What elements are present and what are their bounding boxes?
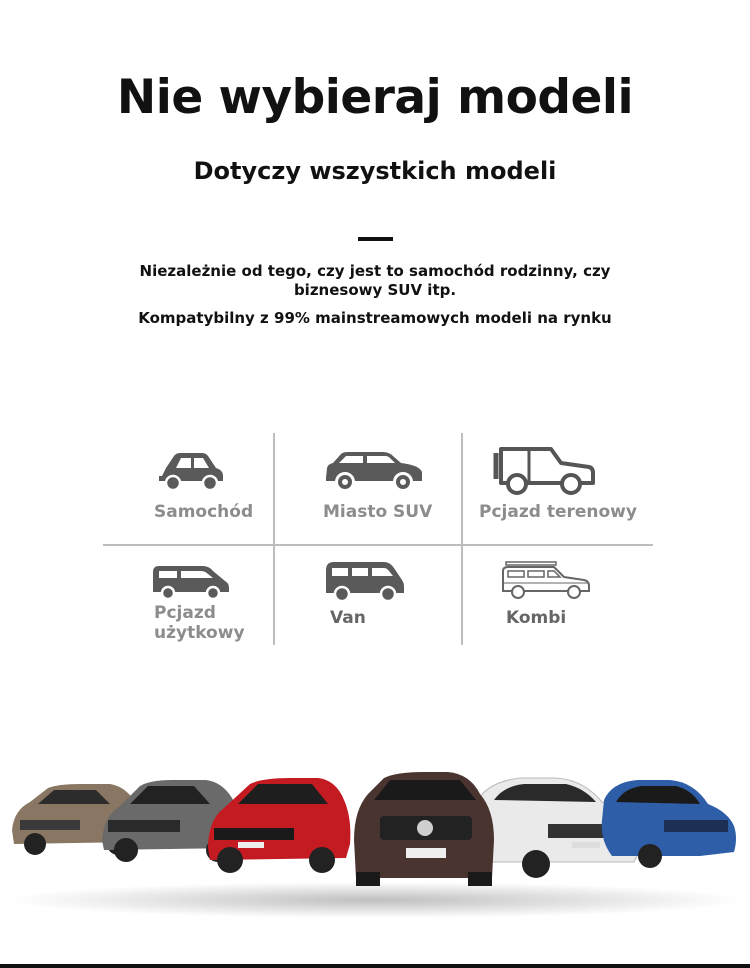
vehicle-label-pojazd-uzytkowy: Pcjazd użytkowy [154,603,245,643]
suv-icon [323,450,425,492]
page-subtitle: Dotyczy wszystkich modeli [193,157,557,185]
grid-divider-horizontal [103,544,653,546]
page-title: Nie wybieraj modeli [116,70,634,125]
car-center-image [354,772,494,886]
bottom-border [0,964,750,968]
wagon-icon [500,561,592,601]
divider-dash [358,237,393,241]
offroad-icon [493,445,597,497]
vehicle-label-kombi: Kombi [506,608,567,628]
vehicle-label-samochod: Samochód [154,502,254,522]
van-icon [324,560,406,602]
sedan-icon [156,450,226,492]
vehicle-label-van: Van [330,608,366,628]
vehicle-label-pojazd-terenowy: Pcjazd terenowy [479,502,637,522]
car-blue-image [602,780,736,868]
car-lineup-image [0,760,750,930]
car-red-image [208,778,350,873]
compatibility-text: Kompatybilny z 99% mainstreamowych modeli na rynku [138,309,612,327]
grid-divider-vertical-left [273,433,275,645]
grid-divider-vertical-right [461,433,463,645]
description-text: Niezależnie od tego, czy jest to samochód rodzinny, czy biznesowy SUV itp. [139,262,611,299]
vehicle-label-miasto-suv: Miasto SUV [323,502,433,522]
minivan-icon [151,564,231,600]
